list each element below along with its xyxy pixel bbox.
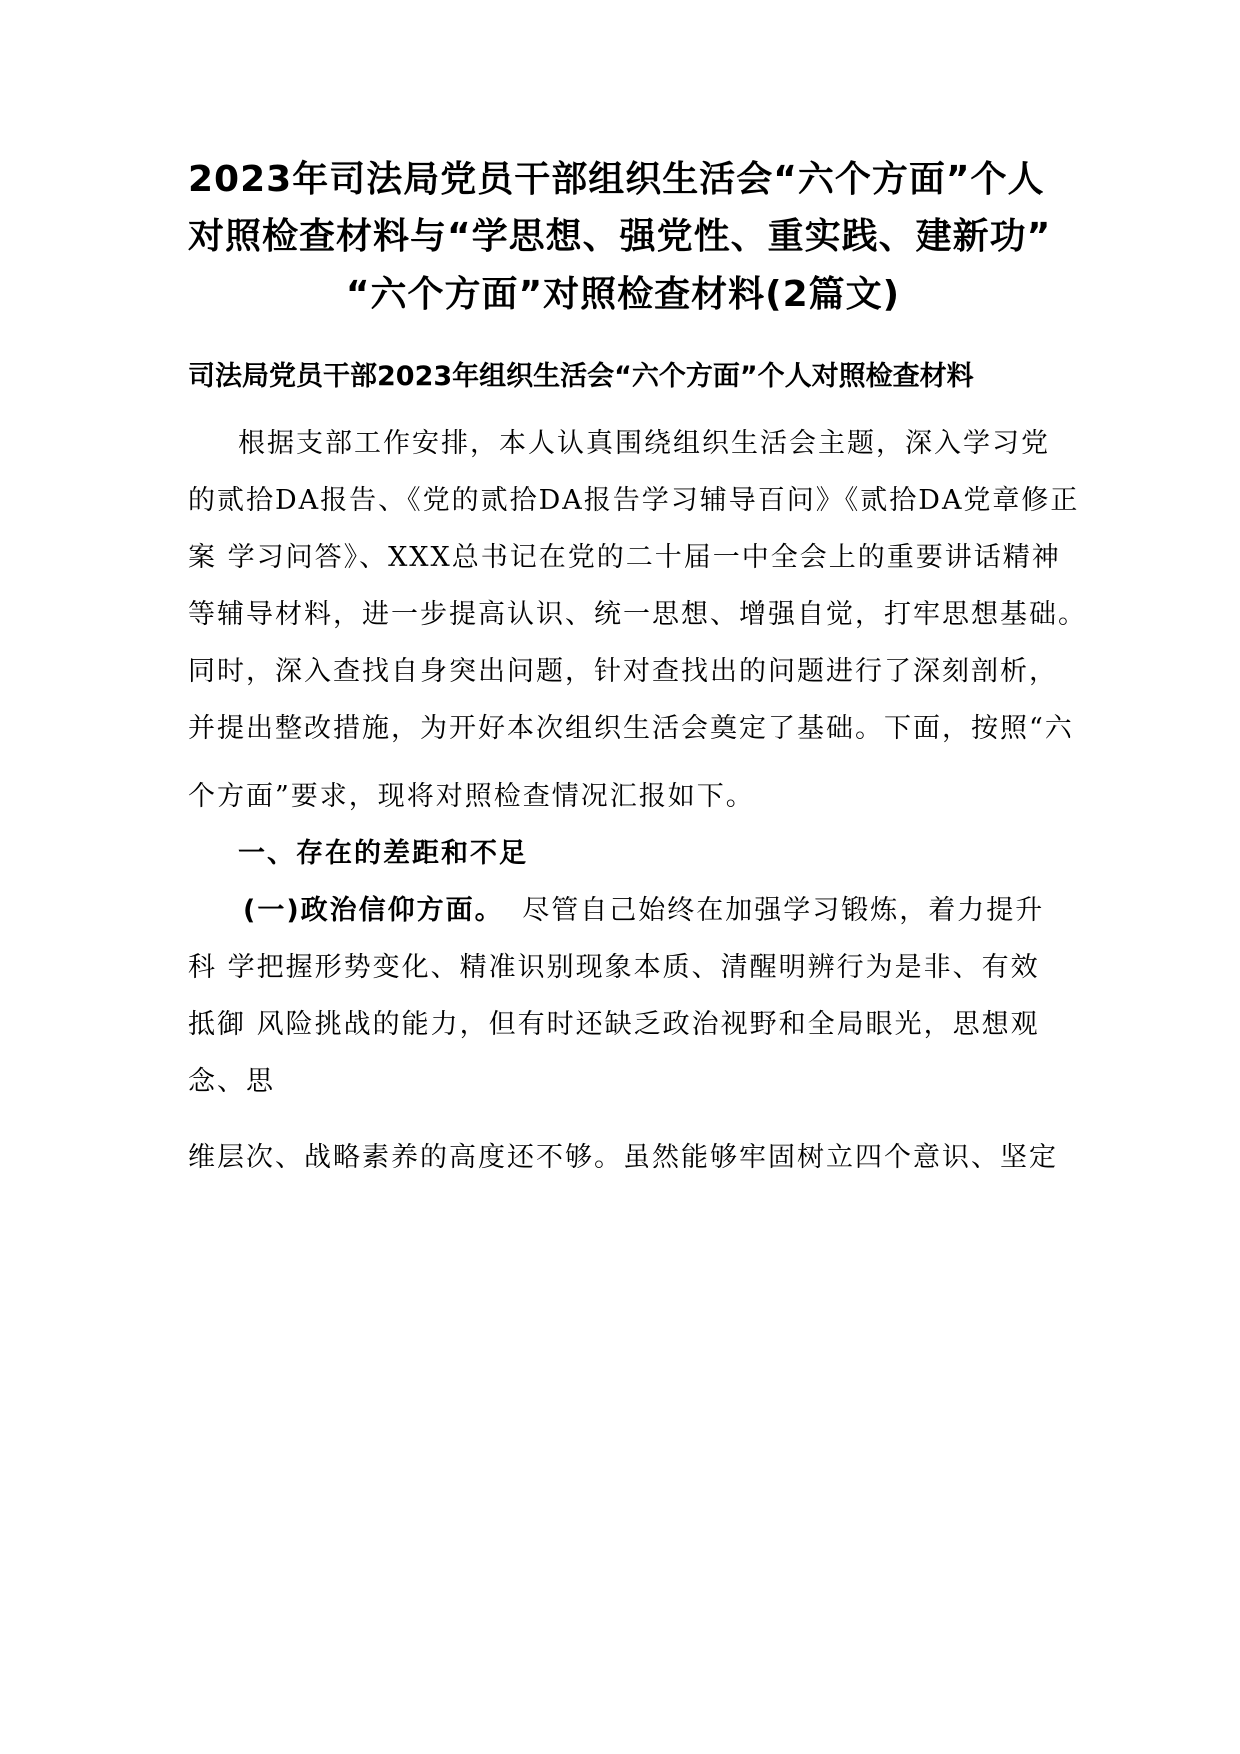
sub-heading-line <box>243 893 1068 929</box>
body-line-3: 案 学习问答》、XXX总书记在党的二十届一中全会上的重要讲话精神 <box>188 542 1061 573</box>
document-title-line-1: 2023年司法局党员干部组织生活会“六个方面”个人 <box>188 159 1045 200</box>
continuation-line-2: 抵御 风险挑战的能力，但有时还缺乏政治视野和全局眼光，思想观 <box>188 1009 1040 1040</box>
continuation-line-4: 维层次、战略素养的高度还不够。虽然能够牢固树立四个意识、坚定 <box>188 1142 1058 1173</box>
body-line-7: 个方面”要求，现将对照检查情况汇报如下。 <box>188 781 755 812</box>
document-subtitle: 司法局党员干部2023年组织生活会“六个方面”个人对照检查材料 <box>188 361 974 392</box>
body-line-4: 等辅导材料，进一步提高认识、统一思想、增强自觉，打牢思想基础。 <box>188 599 1087 630</box>
continuation-line-3: 念、思 <box>188 1066 275 1097</box>
section-heading: 一、存在的差距和不足 <box>238 838 528 869</box>
body-line-2: 的贰拾DA报告、《党的贰拾DA报告学习辅导百问》《贰拾DA党章修正 <box>188 485 1080 516</box>
document-title-line-3: “六个方面”对照检查材料(2篇文) <box>345 274 901 315</box>
continuation-line-1: 科 学把握形势变化、精准识别现象本质、清醒明辨行为是非、有效 <box>188 952 1040 983</box>
document-title-line-2: 对照检查材料与“学思想、强党性、重实践、建新功” <box>188 216 1052 257</box>
sub-heading-text: 尽管自己始终在加强学习锻炼，着力提升 <box>522 895 1045 926</box>
body-line-6: 并提出整改措施，为开好本次组织生活会奠定了基础。下面，按照“六 <box>188 713 1074 744</box>
sub-heading: (一)政治信仰方面。 <box>243 895 504 926</box>
body-line-5: 同时，深入查找自身突出问题，针对查找出的问题进行了深刻剖析， <box>188 656 1058 687</box>
body-line-1: 根据支部工作安排，本人认真围绕组织生活会主题，深入学习党 <box>238 428 1050 459</box>
